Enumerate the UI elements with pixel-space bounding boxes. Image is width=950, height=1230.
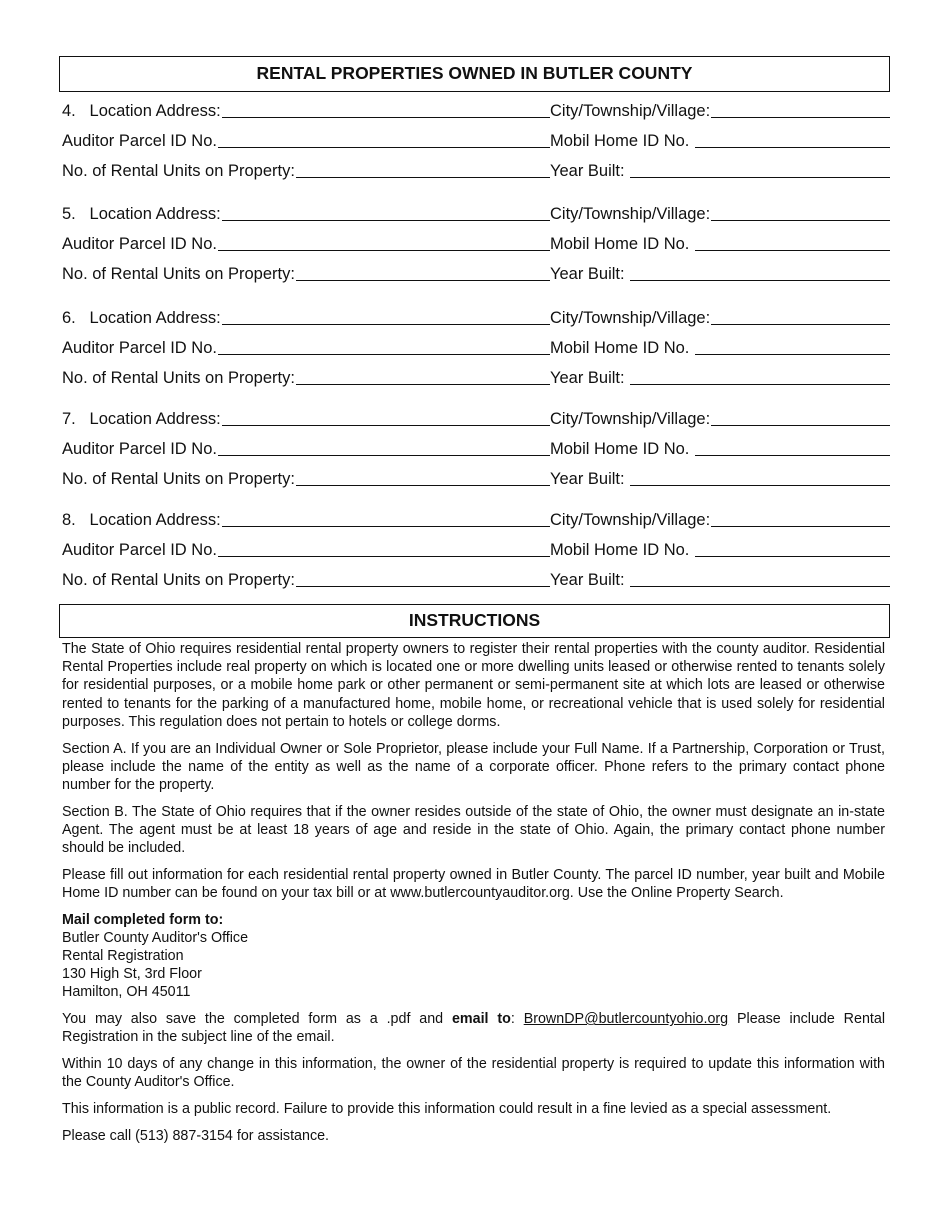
parcel-id-line[interactable] [218,234,550,251]
rental-units-line[interactable] [296,368,550,385]
email-to-label: email to [451,1011,511,1028]
year-built-line[interactable] [630,264,890,281]
year-built-field[interactable] [550,469,890,489]
property-entry-7 [62,409,892,499]
rental-units-field[interactable] [62,368,550,388]
location-address-line[interactable] [222,101,550,118]
mobile-home-id-field[interactable] [550,234,890,254]
email-link[interactable]: BrownDP@butlercountyohio.org [523,1011,729,1028]
mobile-home-id-field[interactable] [550,338,890,358]
location-address-line[interactable] [222,308,550,325]
year-built-label: Year Built: [550,162,625,180]
parcel-id-label: Auditor Parcel ID No. [62,339,217,357]
parcel-id-label: Auditor Parcel ID No. [62,235,217,253]
parcel-id-field[interactable] [62,540,550,560]
address-line: Butler County Auditor's Office [62,929,249,946]
year-built-label: Year Built: [550,571,625,589]
rental-units-field[interactable] [62,264,550,284]
instructions-body [62,640,885,1153]
city-field[interactable] [550,204,890,224]
mobile-home-id-line[interactable] [695,338,890,355]
property-number: 7. [62,410,76,428]
property-entry-6 [62,308,892,398]
location-address-label: Location Address: [89,205,221,223]
year-built-line[interactable] [630,161,890,178]
city-line[interactable] [711,204,890,221]
property-number: 4. [62,102,76,120]
parcel-id-field[interactable] [62,338,550,358]
assistance-paragraph: Please call (513) 887-3154 for assistance. [62,1127,330,1144]
city-line[interactable] [711,101,890,118]
year-built-line[interactable] [630,469,890,486]
form-title: RENTAL PROPERTIES OWNED IN BUTLER COUNTY [59,56,890,92]
rental-units-line[interactable] [296,264,550,281]
property-entry-8 [62,510,892,600]
location-address-field[interactable] [62,308,550,328]
city-line[interactable] [711,409,890,426]
rental-units-field[interactable] [62,570,550,590]
rental-units-field[interactable] [62,469,550,489]
property-entry-4 [62,101,892,191]
location-address-line[interactable] [222,409,550,426]
email-note: Please include Rental Registration in the subject line of the email. [62,1011,886,1046]
location-address-field[interactable] [62,101,550,121]
rental-units-label: No. of Rental Units on Property: [62,369,295,387]
parcel-id-line[interactable] [218,439,550,456]
address-line: Hamilton, OH 45011 [62,984,191,1001]
address-line: 130 High St, 3rd Floor [62,966,202,983]
location-address-label: Location Address: [89,511,221,529]
rental-units-label: No. of Rental Units on Property: [62,571,295,589]
year-built-field[interactable] [550,570,890,590]
rental-units-line[interactable] [296,469,550,486]
parcel-id-label: Auditor Parcel ID No. [62,541,217,559]
city-label: City/Township/Village: [550,205,711,223]
mobile-home-id-field[interactable] [550,439,890,459]
email-intro: You may also save the completed form as a .pdf and [62,1011,452,1028]
location-address-field[interactable] [62,204,550,224]
section-a-paragraph: Section A. If you are an Individual Owner or Sole Proprietor, please include your Full Name. If a Partnership, Corporation or Trust, please include the name of the entity as well as the name of a corporate officer. Phone refers to the primary contact phone number for the property. [62,740,885,793]
mobile-home-id-label: Mobil Home ID No. [550,132,690,150]
location-address-line[interactable] [222,204,550,221]
city-field[interactable] [550,101,890,121]
instructions-paragraph: The State of Ohio requires residential rental property owners to register their rental properties with the county auditor. Residential Rental Properties include real property on which is located one or more dwelling units leased or otherwise rented to tenants solely for residential purposes, or a mobile home park or other permanent or semi-permanent site at which lots are leased or otherwise rented to tenants for the parking of a manufactured home, mobile home, or recreational vehicle that is used solely for residential purposes. This regulation does not pertain to hotels or college dorms. [62,641,885,730]
location-address-line[interactable] [222,510,550,527]
city-field[interactable] [550,409,890,429]
year-built-label: Year Built: [550,265,625,283]
location-address-label: Location Address: [89,309,221,327]
rental-units-label: No. of Rental Units on Property: [62,470,295,488]
instructions-title: INSTRUCTIONS [59,604,890,638]
address-line: Rental Registration [62,948,184,965]
rental-units-field[interactable] [62,161,550,181]
mobile-home-id-line[interactable] [695,540,890,557]
property-number: 5. [62,205,76,223]
property-entry-5 [62,204,892,294]
fill-out-paragraph: Please fill out information for each residential rental property owned in Butler County. The parcel ID number, year built and Mobile Home ID number can be found on your tax bill or at www.butlercountyauditor.org. Use the Online Property Search. [62,866,885,901]
location-address-field[interactable] [62,409,550,429]
parcel-id-line[interactable] [218,131,550,148]
city-field[interactable] [550,510,890,530]
mobile-home-id-label: Mobil Home ID No. [550,235,690,253]
parcel-id-line[interactable] [218,338,550,355]
location-address-field[interactable] [62,510,550,530]
property-number: 8. [62,511,76,529]
rental-units-label: No. of Rental Units on Property: [62,265,295,283]
parcel-id-field[interactable] [62,131,550,151]
mailing-address-block [62,911,885,1002]
year-built-label: Year Built: [550,369,625,387]
property-number: 6. [62,309,76,327]
mail-heading: Mail completed form to: [62,911,224,928]
update-paragraph: Within 10 days of any change in this information, the owner of the residential property is required to update this information with the County Auditor's Office. [62,1056,885,1091]
year-built-line[interactable] [630,368,890,385]
mobile-home-id-line[interactable] [695,439,890,456]
mobile-home-id-label: Mobil Home ID No. [550,339,690,357]
mobile-home-id-label: Mobil Home ID No. [550,541,690,559]
mobile-home-id-field[interactable] [550,540,890,560]
rental-units-label: No. of Rental Units on Property: [62,162,295,180]
year-built-field[interactable] [550,161,890,181]
rental-units-line[interactable] [296,570,550,587]
mobile-home-id-label: Mobil Home ID No. [550,440,690,458]
year-built-field[interactable] [550,368,890,388]
city-label: City/Township/Village: [550,102,711,120]
location-address-label: Location Address: [89,410,221,428]
location-address-label: Location Address: [89,102,221,120]
email-paragraph: You may also save the completed form as a .pdf and email to: BrownDP@butlercountyohio.org Please include Rental Registration in the subject line of the email. [62,1011,886,1046]
parcel-id-field[interactable] [62,439,550,459]
city-label: City/Township/Village: [550,410,711,428]
rental-units-line[interactable] [296,161,550,178]
parcel-id-line[interactable] [218,540,550,557]
parcel-id-label: Auditor Parcel ID No. [62,132,217,150]
city-label: City/Township/Village: [550,309,711,327]
mobile-home-id-line[interactable] [695,131,890,148]
city-label: City/Township/Village: [550,511,711,529]
year-built-label: Year Built: [550,470,625,488]
city-line[interactable] [711,510,890,527]
mobile-home-id-field[interactable] [550,131,890,151]
year-built-line[interactable] [630,570,890,587]
city-field[interactable] [550,308,890,328]
parcel-id-field[interactable] [62,234,550,254]
mobile-home-id-line[interactable] [695,234,890,251]
city-line[interactable] [711,308,890,325]
parcel-id-label: Auditor Parcel ID No. [62,440,217,458]
public-record-paragraph: This information is a public record. Failure to provide this information could result in a fine levied as a special assessment. [62,1100,832,1117]
section-b-paragraph: Section B. The State of Ohio requires that if the owner resides outside of the state of Ohio, the owner must designate an in-state Agent. The agent must be at least 18 years of age and reside in the state of Ohio. Again, the primary contact phone number should be included. [62,803,885,857]
year-built-field[interactable] [550,264,890,284]
